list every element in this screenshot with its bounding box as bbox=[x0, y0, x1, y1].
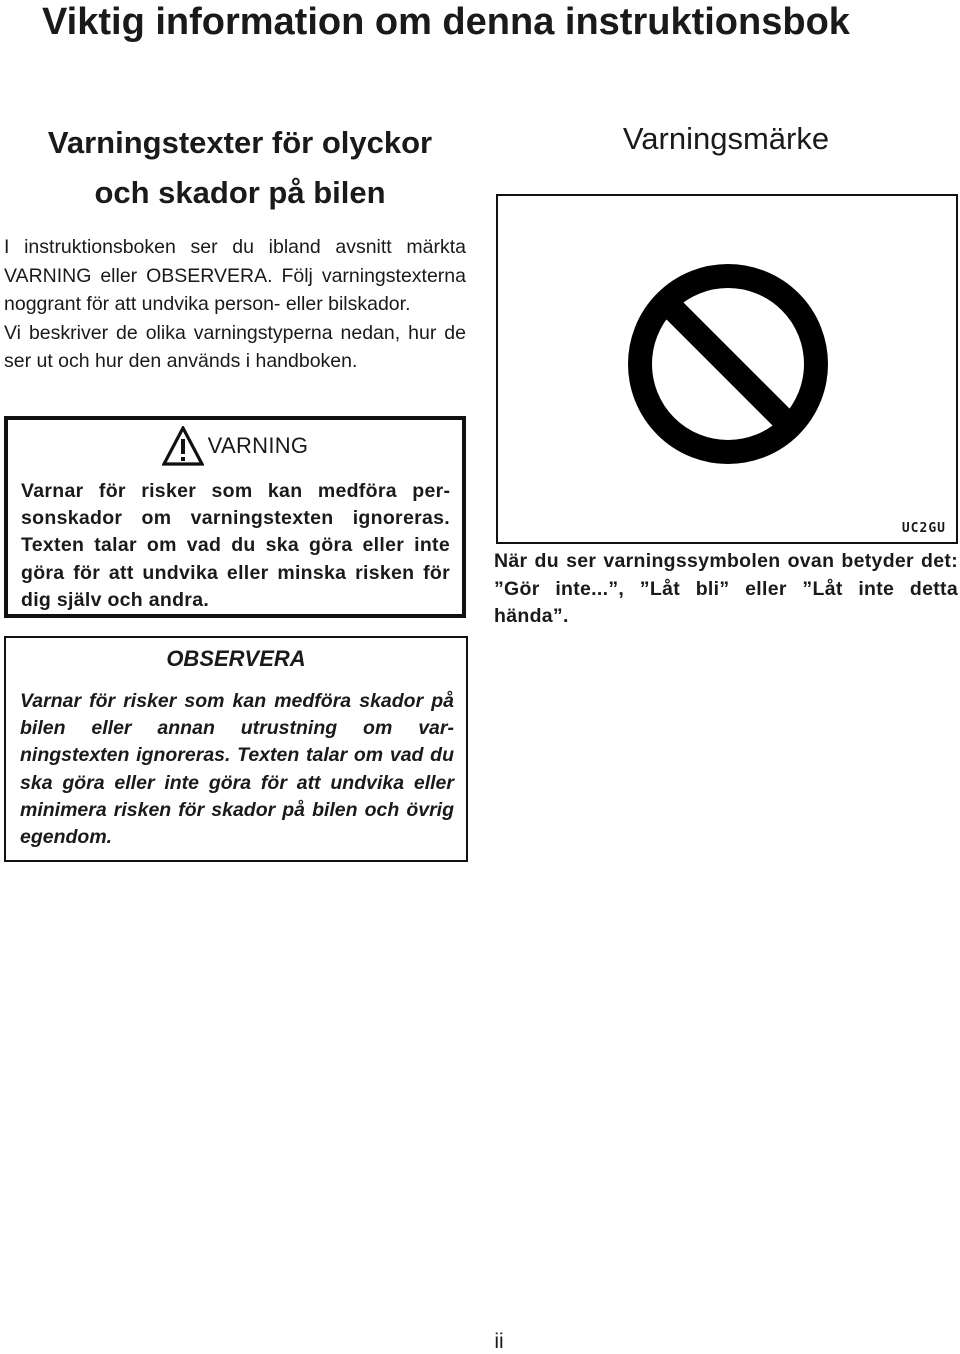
notice-label: OBSERVERA bbox=[166, 646, 306, 671]
section-heading bbox=[0, 118, 480, 218]
symbol-caption: När du ser varningssymbolen ovan betyder det: ”Gör inte...”, ”Låt bli” eller ”Låt inte detta hända”. bbox=[494, 550, 958, 627]
intro-paragraph-1: I instruktionsboken ser du ibland avsnitt märkta VARNING eller OBSERVERA. Följ varningstexterna noggrant för att undvika person- eller bilskador. bbox=[4, 236, 466, 315]
page-number: ii bbox=[494, 1330, 504, 1353]
symbol-frame bbox=[496, 194, 958, 544]
warning-triangle-icon bbox=[162, 426, 204, 466]
notice-box bbox=[4, 636, 468, 862]
warning-header bbox=[8, 424, 462, 468]
section-heading-line2: och skador på bilen bbox=[94, 175, 386, 210]
left-column bbox=[0, 118, 480, 376]
warning-label: VARNING bbox=[207, 433, 309, 458]
image-code: UC2GU bbox=[901, 521, 946, 536]
warning-text: Varnar för risker som kan medföra personskador om varningstexten ignoreras. Texten talar om vad du ska göra eller inte göra för att undvika eller minska risken för dig själv och andra. bbox=[21, 480, 450, 611]
intro-paragraph-2: Vi beskriver de olika varningstyperna nedan, hur de ser ut och hur den används i handboken. bbox=[4, 321, 466, 372]
page-title: Viktig information om denna instruktionsbok bbox=[42, 1, 850, 43]
intro-text bbox=[4, 233, 466, 376]
section-heading-line1: Varningstexter för olyckor bbox=[47, 125, 433, 160]
notice-text: Varnar för risker som kan medföra skador på bilen eller annan utrustning om varningstexten ignoreras. Texten talar om vad du ska göra eller inte göra för att undvika eller minimera risken för skador på bilen och övrig egendom. bbox=[20, 690, 454, 849]
prohibition-icon bbox=[626, 262, 830, 466]
warning-box bbox=[4, 416, 466, 618]
symbol-heading: Varningsmärke bbox=[622, 121, 830, 156]
